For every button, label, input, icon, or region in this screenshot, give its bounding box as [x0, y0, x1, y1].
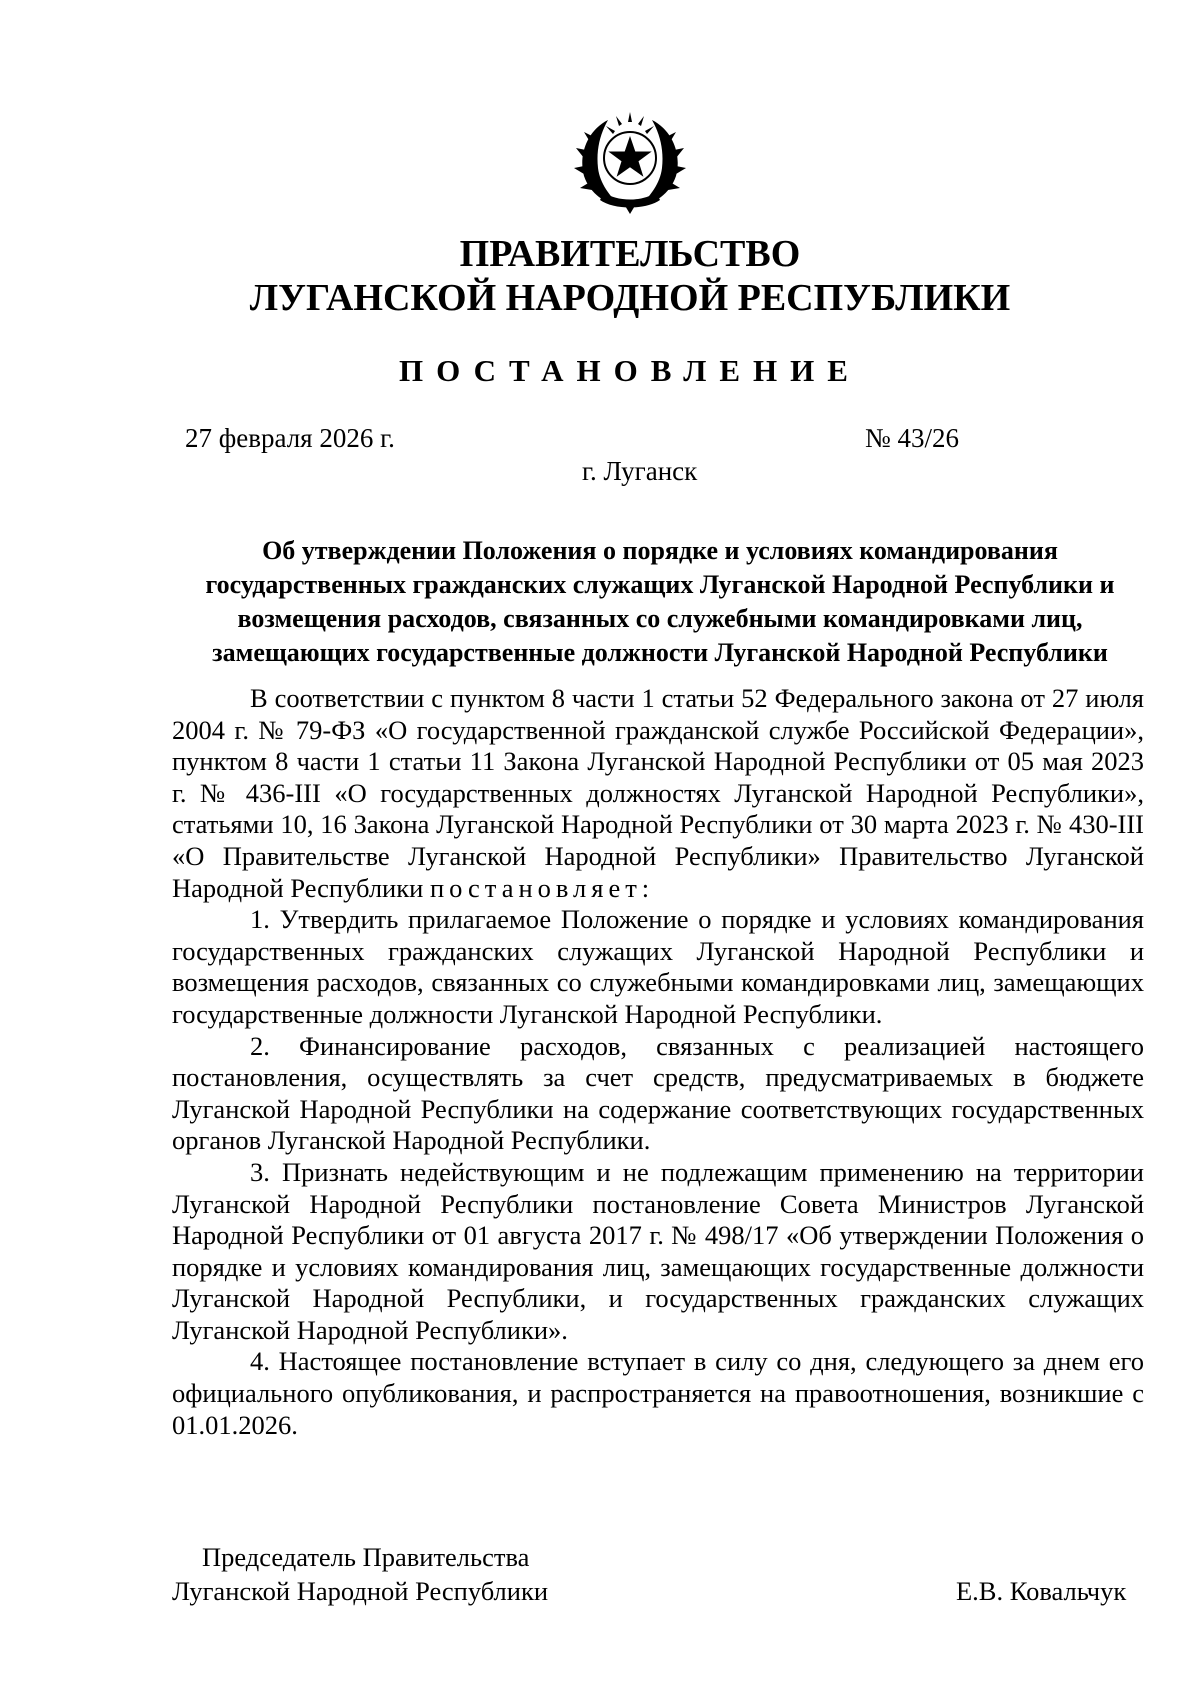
government-title-line2: ЛУГАНСКОЙ НАРОДНОЙ РЕСПУБЛИКИ [249, 277, 1011, 319]
decree-item-4: 4. Настоящее постановление вступает в силу со дня, следующего за днем его официального опубликования, и распространяется на правоотношения, возникшие с 01.01.2026. [172, 1346, 1144, 1440]
decree-item-1: 1. Утвердить прилагаемое Положение о порядке и условиях командирования государственных гражданских служащих Луганской Народной Республики и возмещения расходов, связанных со служебными командировками лиц, замещающих государственные должности Луганской Народной Республики. [172, 904, 1144, 1029]
signatory-position [172, 1540, 548, 1608]
document-date: 27 февраля 2026 г. [185, 423, 395, 453]
document-body [172, 683, 1144, 1441]
preamble-text: В соответствии с пунктом 8 части 1 статьи 52 Федерального закона от 27 июля 2004 г. № 79-ФЗ «О государственной гражданской службе Российской Федерации», пунктом 8 части 1 статьи 11 Закона Луганской Народной Республики от 05 мая 2023 г. № 436-III «О государственных должностях Луганской Народной Республики», статьями 10, 16 Закона Луганской Народной Республики от 30 марта 2023 г. № 430-III «О Правительстве Луганской Народной Республики» Правительство Луганской Народной Республики [172, 683, 1144, 903]
decree-item-3: 3. Признать недействующим и не подлежащим применению на территории Луганской Народной Республики постановление Совета Министров Луганской Народной Республики от 01 августа 2017 г. № 498/17 «Об утверждении Положения о порядке и условиях командирования лиц, замещающих государственные должности Луганской Народной Республики, и государственных гражданских служащих Луганской Народной Республики». [172, 1156, 1144, 1345]
decrees-word: постановляет: [429, 872, 655, 903]
preamble-paragraph [172, 683, 1144, 904]
government-title-line1: ПРАВИТЕЛЬСТВО [459, 233, 801, 275]
document-subject: Об утверждении Положения о порядке и условиях командирования государственных гражданских служащих Луганской Народной Республики и возмещения расходов, связанных со служебными командировками лиц, замещающих государственные должности Луганской Народной Республики [205, 536, 1115, 667]
document-type-heading: ПОСТАНОВЛЕНИЕ [399, 353, 861, 388]
signatory-position-line1: Председатель Правительства [202, 1542, 530, 1572]
decree-item-2: 2. Финансирование расходов, связанных с реализацией настоящего постановления, осуществлять за счет средств, предусматриваемых в бюджете Луганской Народной Республики на содержание соответствующих государственных органов Луганской Народной Республики. [172, 1030, 1144, 1156]
coat-of-arms-emblem [570, 110, 690, 216]
document-city: г. Луганск [582, 456, 698, 486]
document-number: № 43/26 [865, 423, 960, 453]
signatory-name: Е.В. Ковальчук [956, 1576, 1127, 1606]
signatory-position-line2: Луганской Народной Республики [172, 1576, 549, 1606]
